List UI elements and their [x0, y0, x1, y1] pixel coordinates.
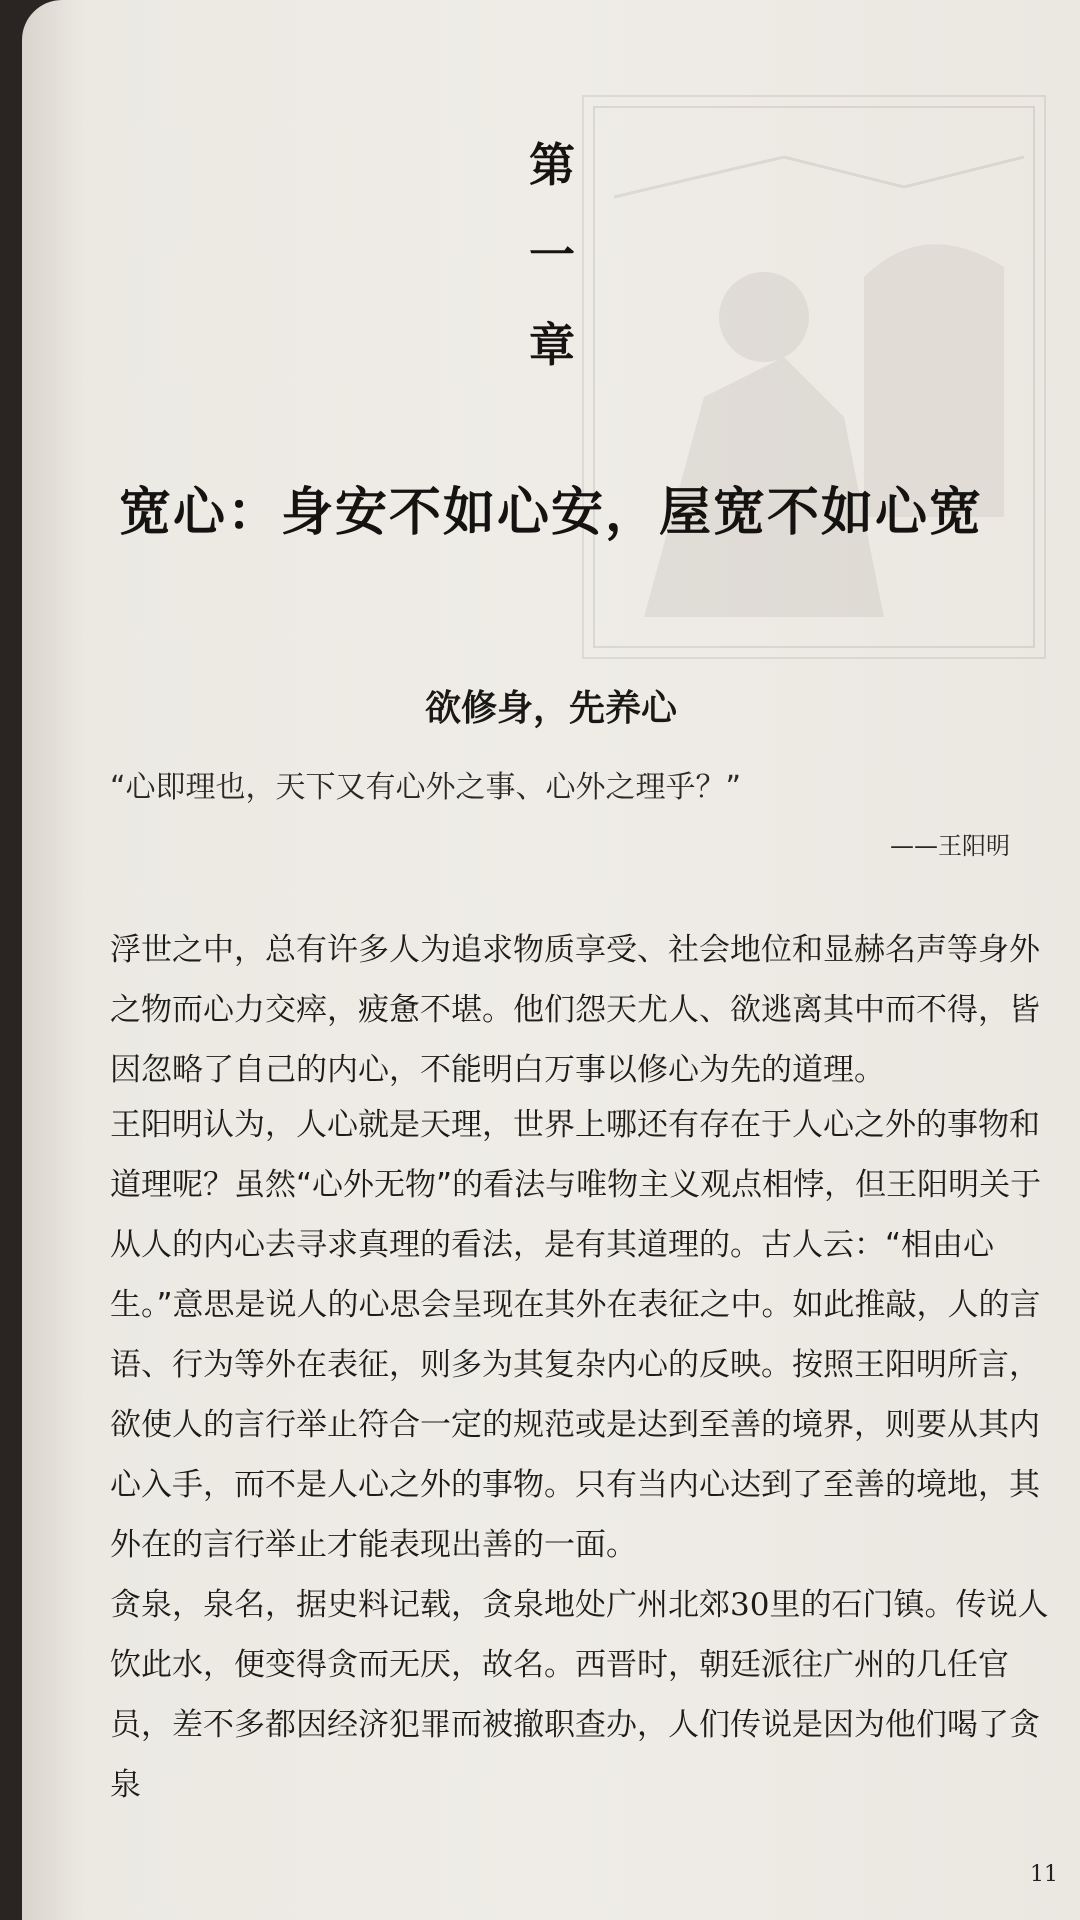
page-number: 11	[1030, 1862, 1058, 1887]
book-page	[22, 0, 1080, 1920]
section-title: 欲修身，先养心	[424, 688, 677, 729]
body-paragraph: 浮世之中，总有许多人为追求物质享受、社会地位和显赫名声等身外之物而心力交瘁，疲惫不堪。他们怨天尤人、欲逃离其中而不得，皆因忽略了自己的内心，不能明白万事以修心为先的道理。	[110, 932, 1040, 1088]
body-paragraph: 贪泉，泉名，据史料记载，贪泉地处广州北郊30里的石门镇。传说人饮此水，便变得贪而无厌，故名。西晋时，朝廷派往广州的几任官员，差不多都因经济犯罪而被撤职查办，人们传说是因为他们喝了贪泉	[110, 1587, 1049, 1803]
chapter-heading-char: 第	[529, 138, 575, 192]
chapter-heading-char: 章	[529, 318, 575, 372]
chapter-heading-char: 一	[529, 228, 575, 282]
chapter-heading	[512, 120, 592, 390]
faded-illustration-image	[582, 95, 1046, 659]
body-paragraph: 王阳明认为，人心就是天理，世界上哪还有存在于人心之外的事物和道理呢？虽然“心外无物”的看法与唯物主义观点相悖，但王阳明关于从人的内心去寻求真理的看法，是有其道理的。古人云：“相由心生。”意思是说人的心思会呈现在其外在表征之中。如此推敲，人的言语、行为等外在表征，则多为其复杂内心的反映。按照王阳明所言，欲使人的言行举止符合一定的规范或是达到至善的境界，则要从其内心入手，而不是人心之外的事物。只有当内心达到了至善的境地，其外在的言行举止才能表现出善的一面。	[110, 1107, 1042, 1563]
chapter-title: 宽心：身安不如心安，屋宽不如心宽	[118, 482, 983, 543]
epigraph-quote: “心即理也，天下又有心外之事、心外之理乎？”	[110, 770, 742, 805]
epigraph-author: ——王阳明	[890, 832, 1010, 860]
